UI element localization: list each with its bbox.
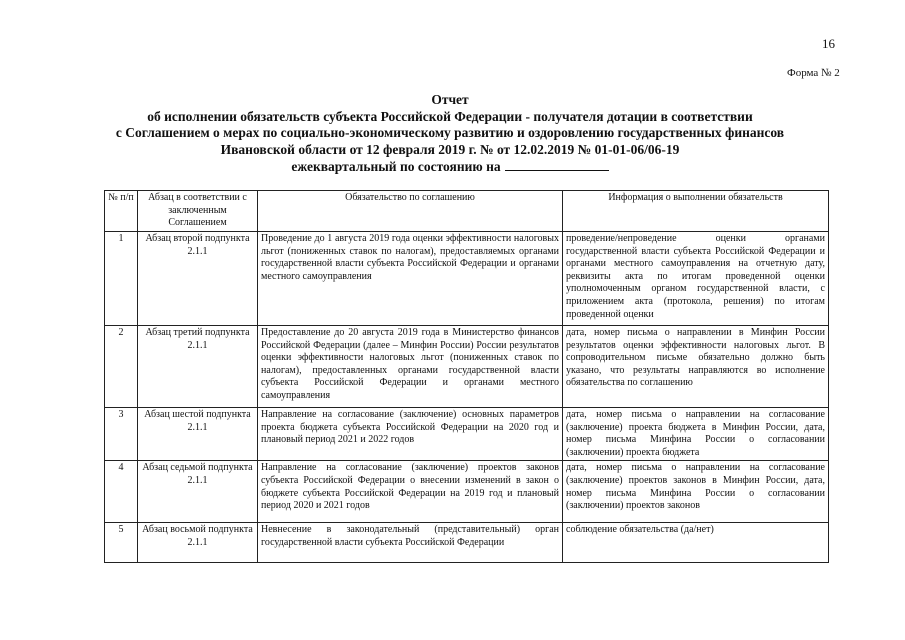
row-obligation: Направление на согласование (заключение) проектов законов субъекта Российской Федерации о внесении изменений в закон о бюджете субъекта Российской Федерации на 2019 год и плановый период 2020 и 2021 годов [258,461,563,523]
title-line-5 [95,158,805,176]
row-paragraph: Абзац восьмой подпункта 2.1.1 [138,523,258,563]
row-info: дата, номер письма о направлении в Минфин России результатов оценки эффективности налоговых льгот. В сопроводительном письме обязательно должно быть указано, что результаты направляются во исполнение обязательства по соглашению [563,326,829,408]
table-row [105,232,829,326]
table-header-row [105,191,829,232]
row-info: дата, номер письма о направлении на согласование (заключение) проектов законов в Минфин России, дата, номер письма Минфина России о согласовании (заключении) проектов законов [563,461,829,523]
header-paragraph: Абзац в соответствии с заключенным Соглашением [138,191,258,232]
title-line-1: Отчет [431,92,469,107]
row-obligation: Направление на согласование (заключение) основных параметров проекта бюджета субъекта Российской Федерации на 2020 год и плановый период 2021 и 2022 годов [258,408,563,461]
report-title [95,92,805,176]
row-info: проведение/непроведение оценки органами государственной власти субъекта Российской Федерации и органами местного самоуправления на отчетную дату, реквизиты акта по итогам проведенной оценки уполномоченным органом государственной власти, с приложением акта (протокола, решения) по итогам проведенной оценки [563,232,829,326]
row-number: 2 [105,326,138,408]
row-info: дата, номер письма о направлении на согласование (заключение) проекта бюджета в Минфин России, дата, номер письма Минфина России о согласовании (заключении) проекта бюджета [563,408,829,461]
title-line-4: Ивановской области от 12 февраля 2019 г. № от 12.02.2019 № 01-01-06/06-19 [220,141,680,157]
header-number: № п/п [105,191,138,232]
page-number: 16 [822,36,835,51]
status-date-blank [505,158,609,171]
row-obligation: Предоставление до 20 августа 2019 года в Министерство финансов Российской Федерации (далее – Минфин России) России результатов оценки эффективности налоговых льгот (пониженных ставок по налогам), предоставленных органами государственной власти субъекта Российской Федерации и органами местного самоуправления [258,326,563,408]
row-number: 5 [105,523,138,563]
table-row [105,523,829,563]
row-paragraph: Абзац второй подпункта 2.1.1 [138,232,258,326]
status-date-label: ежеквартальный по состоянию на [291,159,501,174]
table-row [105,461,829,523]
obligations-table [104,190,829,563]
row-paragraph: Абзац седьмой подпункта 2.1.1 [138,461,258,523]
form-label: Форма № 2 [787,67,840,79]
row-info: соблюдение обязательства (да/нет) [563,523,829,563]
table-body [105,232,829,563]
table-row [105,326,829,408]
row-obligation: Невнесение в законодательный (представительный) орган государственной власти субъекта Российской Федерации [258,523,563,563]
row-number: 4 [105,461,138,523]
row-number: 3 [105,408,138,461]
row-obligation: Проведение до 1 августа 2019 года оценки эффективности налоговых льгот (пониженных ставок по налогам), предоставляемых органами государственной власти субъекта Российской Федерации и органами местного самоуправления [258,232,563,326]
header-info: Информация о выполнении обязательств [563,191,829,232]
row-number: 1 [105,232,138,326]
header-obligation: Обязательство по соглашению [258,191,563,232]
title-line-3: с Соглашением о мерах по социально-экономическому развитию и оздоровлению государственных финансов [115,125,785,140]
row-paragraph: Абзац третий подпункта 2.1.1 [138,326,258,408]
row-paragraph: Абзац шестой подпункта 2.1.1 [138,408,258,461]
table-row [105,408,829,461]
title-line-2: об исполнении обязательств субъекта Российской Федерации - получателя дотации в соответствии [147,108,753,124]
